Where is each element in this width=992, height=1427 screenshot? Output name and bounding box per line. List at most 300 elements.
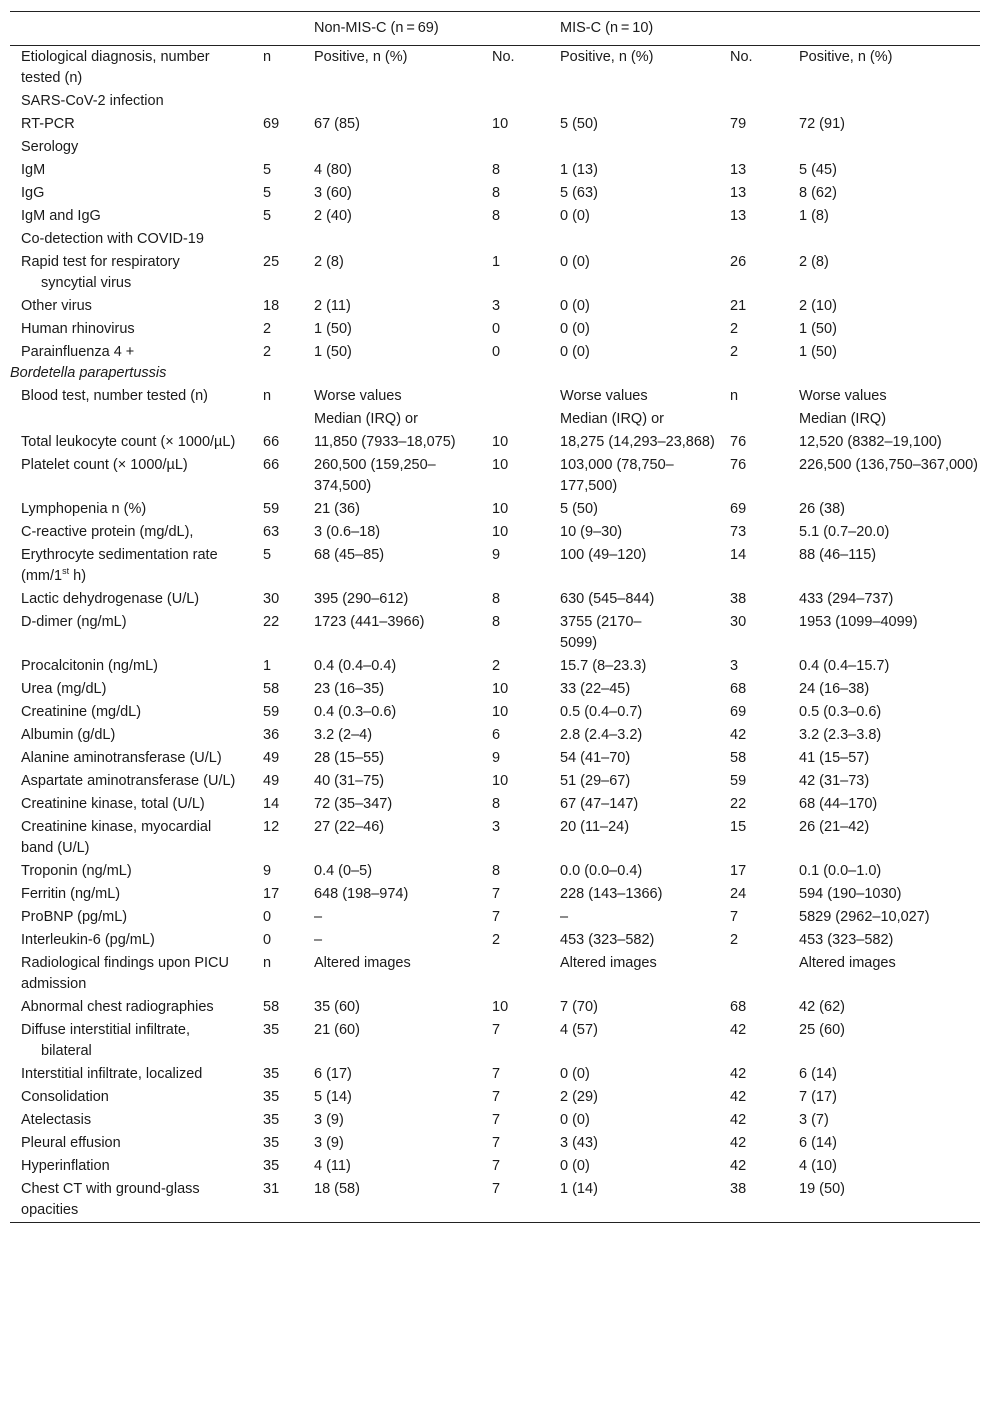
row-label: Consolidation	[21, 1089, 109, 1105]
cell: 22	[263, 614, 280, 630]
cell: 13	[730, 162, 747, 178]
cell: 35	[263, 1066, 280, 1082]
cell: 2	[492, 658, 501, 674]
cell: 25	[263, 254, 280, 270]
table-row	[10, 46, 980, 91]
cell: 72 (35–347)	[314, 796, 393, 812]
cell: 1 (13)	[560, 162, 598, 178]
cell: 33 (22–45)	[560, 681, 631, 697]
cell: Altered images	[560, 955, 657, 971]
cell: 0.1 (0.0–1.0)	[799, 863, 882, 879]
cell: 7 (17)	[799, 1089, 837, 1105]
cell: 2	[730, 344, 739, 360]
table-row	[10, 655, 980, 678]
cell: 3755 (2170–5099)	[560, 614, 642, 651]
cell: 7	[492, 1135, 501, 1151]
cell: 2	[492, 932, 501, 948]
table-row	[10, 251, 980, 295]
table-row	[10, 770, 980, 793]
cell: 7	[492, 1066, 501, 1082]
cell: 0 (0)	[560, 254, 590, 270]
table-row	[10, 816, 980, 860]
table-row	[10, 295, 980, 318]
cell: 10	[492, 999, 509, 1015]
row-label-italic: Bordetella parapertussis	[10, 365, 167, 381]
cell: 10	[492, 501, 509, 517]
cell: 1723 (441–3966)	[314, 614, 425, 630]
row-label: Atelectasis	[21, 1112, 92, 1128]
cell: 228 (143–1366)	[560, 886, 663, 902]
section-label: SARS-CoV-2 infection	[21, 93, 164, 109]
table-row	[10, 1086, 980, 1109]
cell: 3 (7)	[799, 1112, 829, 1128]
table-row	[10, 906, 980, 929]
row-label: IgG	[21, 185, 45, 201]
cell: 226,500 (136,750–367,000)	[799, 457, 979, 473]
cell: 72 (91)	[799, 116, 845, 132]
cell: 42	[730, 1112, 747, 1128]
table-row	[10, 929, 980, 952]
cell: 453 (323–582)	[799, 932, 894, 948]
cell: No.	[730, 49, 753, 65]
cell: 260,500 (159,250–374,500)	[314, 457, 436, 494]
table-row	[10, 588, 980, 611]
row-label: Creatinine kinase, myocardial band (U/L)	[21, 819, 212, 856]
cell: 17	[730, 863, 747, 879]
cell: 42	[730, 1066, 747, 1082]
cell: 9	[492, 547, 501, 563]
cell	[725, 952, 794, 996]
row-label: Total leukocyte count (× 1000/µL)	[21, 434, 236, 450]
results-table	[10, 11, 980, 1223]
cell: 0	[263, 932, 272, 948]
cell: n	[263, 49, 272, 65]
cell: 1 (50)	[799, 321, 837, 337]
cell: 63	[263, 524, 280, 540]
cell: 2	[730, 321, 739, 337]
cell: 59	[730, 773, 747, 789]
table-row	[10, 228, 980, 251]
cell: 2	[263, 344, 272, 360]
cell	[487, 385, 555, 408]
table-row	[10, 90, 980, 113]
row-label: Human rhinovirus	[21, 321, 135, 337]
cell: 9	[492, 750, 501, 766]
cell: 15	[730, 819, 747, 835]
cell: No.	[492, 49, 515, 65]
cell: 453 (323–582)	[560, 932, 655, 948]
cell: 14	[263, 796, 280, 812]
cell: 1	[492, 254, 501, 270]
table-row	[10, 1109, 980, 1132]
cell: 1 (14)	[555, 1178, 725, 1223]
row-label: Alanine aminotransferase (U/L)	[21, 750, 222, 766]
cell: 5	[263, 547, 272, 563]
row-label: Etiological diagnosis, number tested (n)	[21, 49, 210, 86]
cell: 8	[492, 185, 501, 201]
cell: 4 (10)	[799, 1158, 837, 1174]
cell: Median (IRQ) or	[314, 411, 418, 427]
cell: 7	[492, 1089, 501, 1105]
row-label: Creatinine (mg/dL)	[21, 704, 142, 720]
section-label: Radiological findings upon PICU admission	[21, 955, 229, 992]
cell: 69	[730, 501, 747, 517]
table-row	[10, 1178, 980, 1223]
cell: 9	[263, 863, 272, 879]
cell: 1953 (1099–4099)	[799, 614, 918, 630]
cell: 79	[730, 116, 747, 132]
table-header-row	[10, 12, 980, 46]
cell	[487, 952, 555, 996]
row-label: Troponin (ng/mL)	[21, 863, 132, 879]
table-row	[10, 205, 980, 228]
cell: 40 (31–75)	[314, 773, 385, 789]
table-row	[10, 1132, 980, 1155]
cell: Worse values	[799, 388, 887, 404]
table-row	[10, 678, 980, 701]
table-row	[10, 1019, 980, 1063]
cell: 23 (16–35)	[314, 681, 385, 697]
cell: 21	[730, 298, 747, 314]
row-label: Pleural effusion	[21, 1135, 121, 1151]
cell: 100 (49–120)	[560, 547, 647, 563]
cell: 36	[263, 727, 280, 743]
row-label: Ferritin (ng/mL)	[21, 886, 121, 902]
table-row	[10, 431, 980, 454]
cell: 18,275 (14,293–23,868)	[560, 434, 715, 450]
cell: 30	[730, 614, 747, 630]
cell: 22	[730, 796, 747, 812]
cell: 20 (11–24)	[560, 819, 630, 835]
table-row	[10, 701, 980, 724]
cell: 26 (21–42)	[799, 819, 870, 835]
section-label: Blood test, number tested (n)	[21, 388, 208, 404]
cell: Altered images	[799, 955, 896, 971]
cell: 12	[263, 819, 280, 835]
cell: 0.4 (0.3–0.6)	[314, 704, 397, 720]
cell: 1	[263, 658, 272, 674]
cell: 7	[492, 886, 501, 902]
cell: 0	[492, 321, 501, 337]
cell: 59	[263, 501, 280, 517]
row-label: Other virus	[21, 298, 92, 314]
cell: 7	[730, 909, 739, 925]
cell: 3 (9)	[314, 1112, 344, 1128]
cell: 67 (85)	[314, 116, 360, 132]
cell: 4 (11)	[314, 1158, 351, 1174]
cell: 5 (50)	[560, 501, 598, 517]
cell: 2	[730, 932, 739, 948]
cell: 10	[492, 434, 509, 450]
cell: 5829 (2962–10,027)	[799, 909, 930, 925]
table-row	[10, 611, 980, 655]
cell: 2 (11)	[314, 298, 351, 314]
cell: 38	[730, 591, 747, 607]
cell: 2 (8)	[314, 254, 344, 270]
table-row	[10, 860, 980, 883]
cell: 0 (0)	[560, 1066, 590, 1082]
cell: 0 (0)	[560, 321, 590, 337]
row-label: Rapid test for respiratory syncytial virus	[21, 254, 180, 291]
cell: 5.1 (0.7–20.0)	[799, 524, 890, 540]
cell: 8	[492, 208, 501, 224]
row-label: Procalcitonin (ng/mL)	[21, 658, 158, 674]
table-row	[10, 1155, 980, 1178]
row-label	[10, 341, 253, 385]
cell: 433 (294–737)	[799, 591, 894, 607]
row-label: RT-PCR	[21, 116, 75, 132]
row-label: ProBNP (pg/mL)	[21, 909, 128, 925]
row-label: Creatinine kinase, total (U/L)	[21, 796, 205, 812]
cell: 35	[263, 1158, 280, 1174]
cell: 0.5 (0.3–0.6)	[799, 704, 882, 720]
cell: 3.2 (2–4)	[314, 727, 373, 743]
cell: 3	[730, 658, 739, 674]
cell: 42	[730, 727, 747, 743]
cell: 1 (8)	[799, 208, 829, 224]
cell: –	[314, 932, 323, 948]
cell: 7	[492, 1112, 501, 1128]
cell: 3	[492, 298, 501, 314]
cell: 6 (14)	[799, 1066, 837, 1082]
cell: 6 (14)	[799, 1135, 837, 1151]
header-blank	[253, 12, 309, 46]
cell: 38	[725, 1178, 794, 1223]
cell: 3 (9)	[314, 1135, 344, 1151]
row-label: Hyperinflation	[21, 1158, 110, 1174]
cell: 35	[263, 1135, 280, 1151]
cell: 41 (15–57)	[799, 750, 870, 766]
table-row	[10, 498, 980, 521]
cell: 4 (57)	[560, 1022, 598, 1038]
row-label: D-dimer (ng/mL)	[21, 614, 127, 630]
cell: Positive, n (%)	[314, 49, 408, 65]
cell: 0 (0)	[560, 1158, 590, 1174]
cell: 42	[730, 1089, 747, 1105]
row-label: IgM and IgG	[21, 208, 101, 224]
cell: 21 (60)	[314, 1022, 360, 1038]
cell: 49	[263, 773, 280, 789]
cell: 19 (50)	[794, 1178, 980, 1223]
cell: Median (IRQ)	[799, 411, 887, 427]
cell: 24	[730, 886, 747, 902]
row-label: IgM	[21, 162, 46, 178]
cell: 648 (198–974)	[314, 886, 409, 902]
cell: 13	[730, 185, 747, 201]
cell: 42 (31–73)	[799, 773, 870, 789]
row-label: Platelet count (× 1000/µL)	[21, 457, 188, 473]
cell: 8	[492, 162, 501, 178]
cell: 10	[492, 116, 509, 132]
table-row	[10, 793, 980, 816]
cell: 68	[730, 999, 747, 1015]
cell: 1 (50)	[314, 344, 352, 360]
cell: 5 (14)	[314, 1089, 352, 1105]
cell	[253, 408, 309, 431]
row-label: C-reactive protein (mg/dL),	[21, 524, 194, 540]
cell: 3.2 (2.3–3.8)	[799, 727, 882, 743]
header-blank	[10, 12, 253, 46]
cell: 5 (45)	[799, 162, 837, 178]
cell: Median (IRQ) or	[560, 411, 664, 427]
table-row	[10, 952, 980, 996]
cell: 5	[263, 208, 272, 224]
row-label: Interstitial infiltrate, localized	[21, 1066, 203, 1082]
cell: 35	[263, 1112, 280, 1128]
cell: 8	[492, 591, 501, 607]
cell: 1 (50)	[799, 344, 837, 360]
row-label: Abnormal chest radiographies	[21, 999, 214, 1015]
table-row	[10, 113, 980, 136]
cell: 24 (16–38)	[799, 681, 870, 697]
cell: 7	[492, 1022, 501, 1038]
cell: 54 (41–70)	[560, 750, 631, 766]
cell: 7	[492, 909, 501, 925]
cell: n	[730, 388, 739, 404]
table-row	[10, 747, 980, 770]
cell: 3 (0.6–18)	[314, 524, 381, 540]
cell: 10	[492, 524, 509, 540]
cell: 0.0 (0.0–0.4)	[560, 863, 643, 879]
cell: 42	[730, 1135, 747, 1151]
cell: 17	[263, 886, 280, 902]
cell: 76	[730, 457, 747, 473]
cell: 13	[730, 208, 747, 224]
cell: 0.5 (0.4–0.7)	[560, 704, 643, 720]
table-row	[10, 136, 980, 159]
cell: 58	[730, 750, 747, 766]
cell: 35	[263, 1089, 280, 1105]
table-row	[10, 883, 980, 906]
results-table-container	[10, 11, 980, 1223]
cell: 0 (0)	[560, 298, 590, 314]
cell: 66	[263, 457, 280, 473]
header-misc: MIS-C (n = 10)	[555, 12, 980, 46]
cell: 30	[263, 591, 280, 607]
cell: 630 (545–844)	[560, 591, 655, 607]
cell: 49	[263, 750, 280, 766]
cell: Positive, n (%)	[799, 49, 893, 65]
table-row	[10, 408, 980, 431]
cell: 8	[492, 614, 501, 630]
cell: 26 (38)	[799, 501, 845, 517]
row-label	[10, 544, 253, 588]
section-label: Co-detection with COVID-19	[21, 231, 204, 247]
cell: 6 (17)	[314, 1066, 352, 1082]
cell: n	[263, 955, 272, 971]
cell: 5	[263, 162, 272, 178]
table-row	[10, 996, 980, 1019]
cell: 1 (50)	[314, 321, 352, 337]
cell: 0 (0)	[560, 208, 590, 224]
cell: 10	[492, 704, 509, 720]
cell: 88 (46–115)	[799, 547, 877, 563]
row-label-text-after: h)	[69, 568, 87, 584]
cell: 8 (62)	[799, 185, 837, 201]
cell: 2 (10)	[799, 298, 837, 314]
cell: 69	[263, 116, 280, 132]
cell: –	[560, 909, 569, 925]
cell: 5 (63)	[560, 185, 598, 201]
table-row	[10, 182, 980, 205]
cell: 35 (60)	[314, 999, 360, 1015]
cell: 76	[730, 434, 747, 450]
cell: 8	[492, 796, 501, 812]
cell: 2 (8)	[799, 254, 829, 270]
table-row	[10, 1063, 980, 1086]
cell: 59	[263, 704, 280, 720]
table-row	[10, 318, 980, 341]
section-label: Serology	[21, 139, 79, 155]
cell: 0 (0)	[560, 344, 590, 360]
cell: 14	[730, 547, 747, 563]
cell: Worse values	[314, 388, 402, 404]
cell: 35	[263, 1022, 280, 1038]
cell: Positive, n (%)	[560, 49, 654, 65]
cell: 5	[263, 185, 272, 201]
cell: 2	[263, 321, 272, 337]
cell: 58	[263, 999, 280, 1015]
cell: 68	[730, 681, 747, 697]
row-label: Aspartate aminotransferase (U/L)	[21, 773, 236, 789]
cell: 2 (40)	[314, 208, 352, 224]
table-row	[10, 724, 980, 747]
cell	[487, 408, 555, 431]
row-label: Chest CT with ground-glass opacities	[10, 1178, 253, 1223]
table-row	[10, 385, 980, 408]
cell: 18	[263, 298, 280, 314]
cell: 10 (9–30)	[560, 524, 623, 540]
cell: 58	[263, 681, 280, 697]
cell: 25 (60)	[799, 1022, 845, 1038]
cell: 594 (190–1030)	[799, 886, 902, 902]
cell: 42 (62)	[799, 999, 845, 1015]
cell: 18 (58)	[309, 1178, 487, 1223]
cell: 11,850 (7933–18,075)	[314, 434, 456, 450]
cell: 42	[730, 1158, 747, 1174]
row-label: Albumin (g/dL)	[21, 727, 116, 743]
cell: 3 (43)	[560, 1135, 598, 1151]
cell: 7 (70)	[560, 999, 598, 1015]
cell: 7	[492, 1158, 501, 1174]
cell: 21 (36)	[314, 501, 360, 517]
cell: 28 (15–55)	[314, 750, 385, 766]
header-non-misc: Non-MIS-C (n = 69)	[309, 12, 555, 46]
table-row	[10, 521, 980, 544]
table-row	[10, 159, 980, 182]
cell: 68 (44–170)	[799, 796, 878, 812]
row-label: Lactic dehydrogenase (U/L)	[21, 591, 200, 607]
cell: 10	[492, 457, 509, 473]
cell: 7	[487, 1178, 555, 1223]
table-row	[10, 341, 980, 385]
cell: 68 (45–85)	[314, 547, 385, 563]
row-label: Lymphopenia n (%)	[21, 501, 147, 517]
cell	[725, 408, 794, 431]
cell: 15.7 (8–23.3)	[560, 658, 647, 674]
cell: 103,000 (78,750–177,500)	[560, 457, 674, 494]
cell: 26	[730, 254, 747, 270]
table-row	[10, 454, 980, 498]
row-label: Urea (mg/dL)	[21, 681, 107, 697]
cell: 73	[730, 524, 747, 540]
cell: 395 (290–612)	[314, 591, 409, 607]
cell: 51 (29–67)	[560, 773, 631, 789]
cell: 0	[492, 344, 501, 360]
cell: 12,520 (8382–19,100)	[799, 434, 942, 450]
row-label: Diffuse interstitial infiltrate, bilateral	[21, 1022, 190, 1059]
cell: 2 (29)	[560, 1089, 598, 1105]
